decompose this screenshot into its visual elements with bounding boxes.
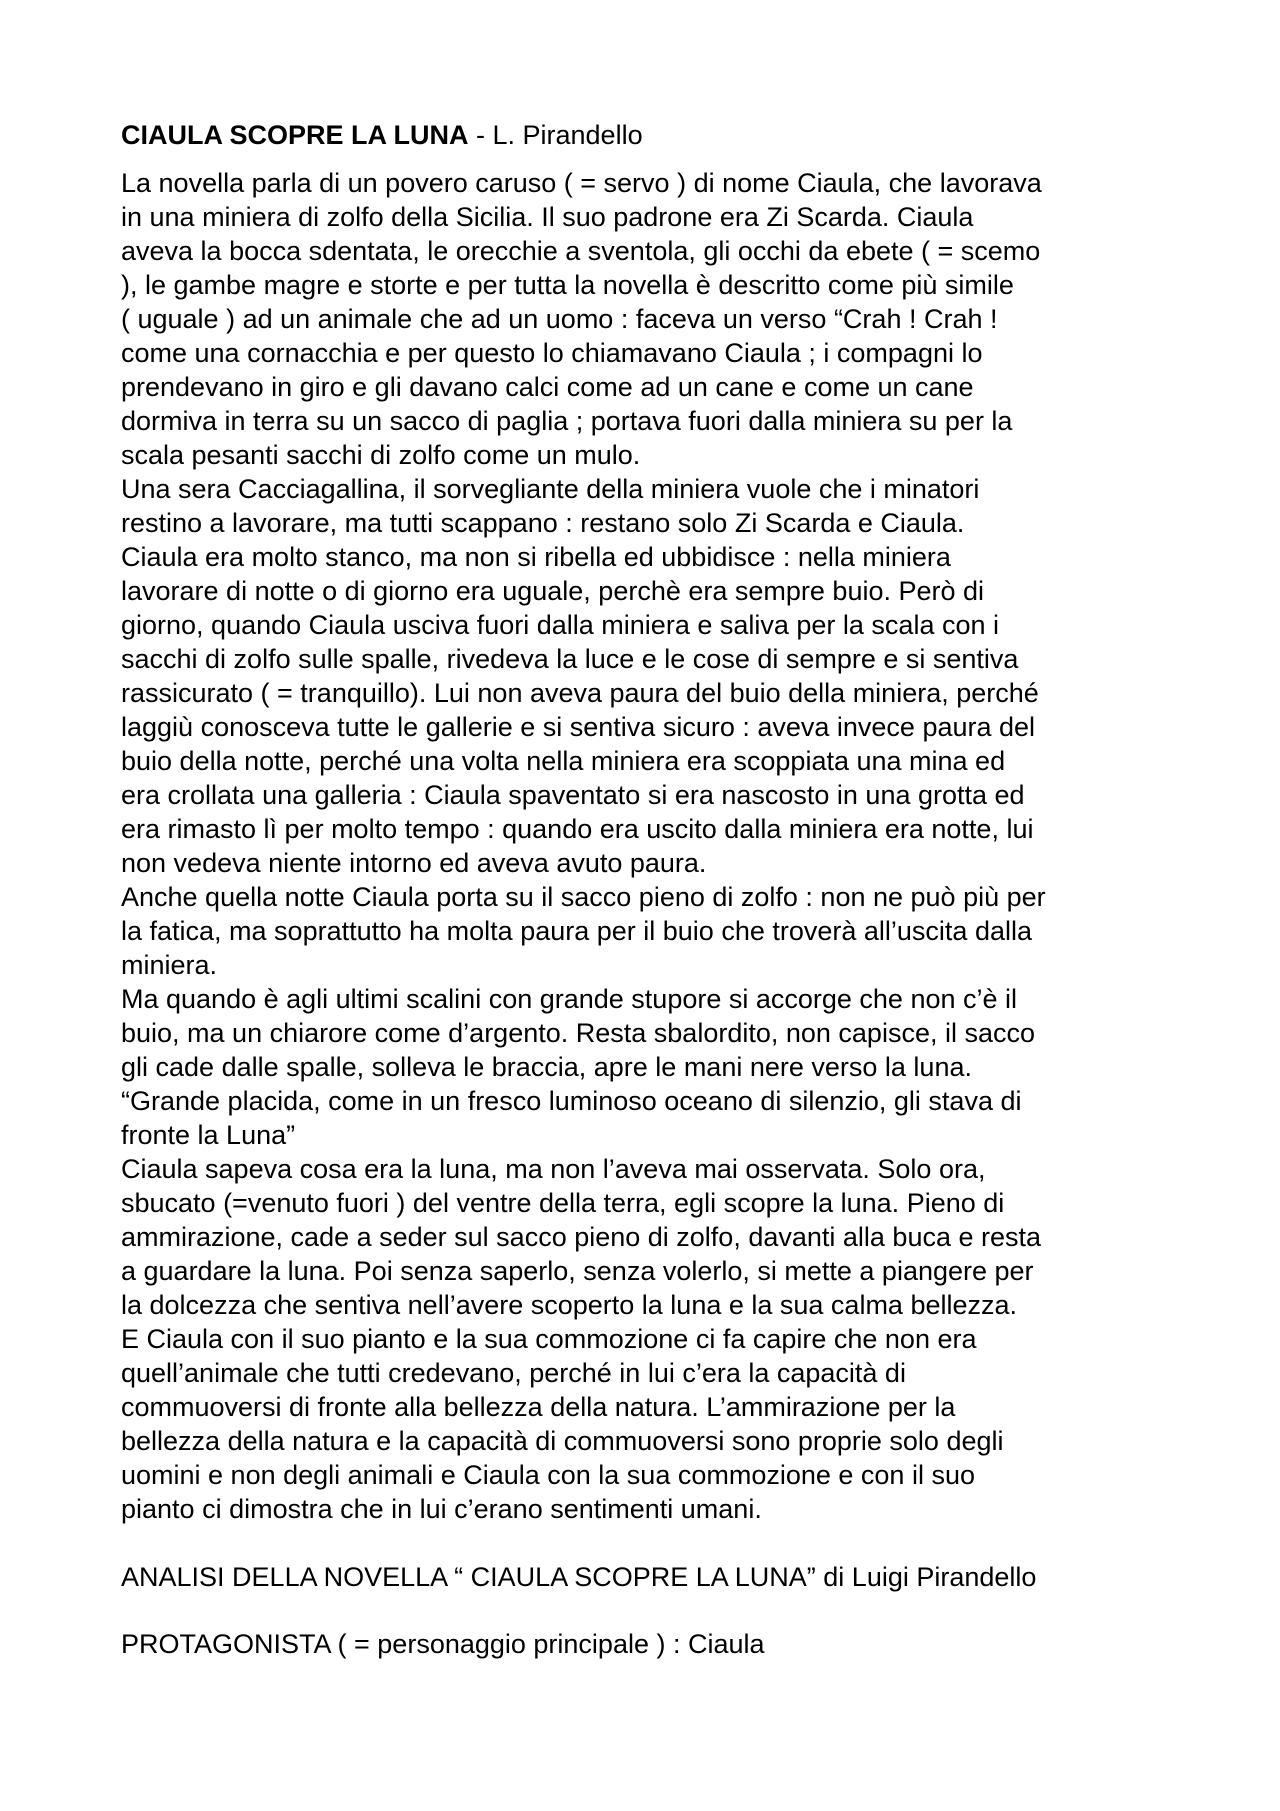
text-line: gli cade dalle spalle, solleva le braccia, apre le mani nere verso la luna.: [121, 1052, 972, 1082]
text-line: era rimasto lì per molto tempo : quando era uscito dalla miniera era notte, lui: [121, 814, 1034, 844]
text-line: rassicurato ( = tranquillo). Lui non aveva paura del buio della miniera, perché: [121, 678, 1039, 708]
text-line: buio, ma un chiarore come d’argento. Resta sbalordito, non capisce, il sacco: [121, 1018, 1035, 1048]
text-line: Anche quella notte Ciaula porta su il sacco pieno di zolfo : non ne può più per: [121, 882, 1046, 912]
text-line: scala pesanti sacchi di zolfo come un mulo.: [121, 440, 641, 470]
analysis-heading: ANALISI DELLA NOVELLA “ CIAULA SCOPRE LA LUNA” di Luigi Pirandello: [121, 1562, 1037, 1592]
text-line: uomini e non degli animali e Ciaula con la sua commozione e con il suo: [121, 1460, 975, 1490]
text-line: Ciaula sapeva cosa era la luna, ma non l’aveva mai osservata. Solo ora,: [121, 1154, 986, 1184]
text-line: era crollata una galleria : Ciaula spaventato si era nascosto in una grotta ed: [121, 780, 1025, 810]
text-line: in una miniera di zolfo della Sicilia. Il suo padrone era Zi Scarda. Ciaula: [121, 202, 974, 232]
text-line: sbucato (=venuto fuori ) del ventre della terra, egli scopre la luna. Pieno di: [121, 1188, 1005, 1218]
text-line: buio della notte, perché una volta nella miniera era scoppiata una mina ed: [121, 746, 1006, 776]
text-line: prendevano in giro e gli davano calci come ad un cane e come un cane: [121, 372, 974, 402]
summary-text: [121, 166, 1171, 1526]
text-line: giorno, quando Ciaula usciva fuori dalla miniera e saliva per la scala con i: [121, 610, 999, 640]
text-line: Ciaula era molto stanco, ma non si ribella ed ubbidisce : nella miniera: [121, 542, 951, 572]
text-line: ammirazione, cade a seder sul sacco pieno di zolfo, davanti alla buca e resta: [121, 1222, 1042, 1252]
text-line: lavorare di notte o di giorno era uguale, perchè era sempre buio. Però di: [121, 576, 985, 606]
text-line: quell’animale che tutti credevano, perché in lui c’era la capacità di: [121, 1358, 906, 1388]
text-line: restino a lavorare, ma tutti scappano : restano solo Zi Scarda e Ciaula.: [121, 508, 965, 538]
text-line: non vedeva niente intorno ed aveva avuto paura.: [121, 848, 707, 878]
protagonist-line: PROTAGONISTA ( = personaggio principale ) : Ciaula: [121, 1629, 765, 1659]
text-line: la fatica, ma soprattutto ha molta paura per il buio che troverà all’uscita dalla: [121, 916, 1032, 946]
title-bold: CIAULA SCOPRE LA LUNA: [121, 120, 469, 150]
text-line: laggiù conosceva tutte le gallerie e si sentiva sicuro : aveva invece paura del: [121, 712, 1036, 742]
text-line: ( uguale ) ad un animale che ad un uomo : faceva un verso “Crah ! Crah !: [121, 304, 998, 334]
text-line: la dolcezza che sentiva nell’avere scoperto la luna e la sua calma bellezza.: [121, 1290, 1018, 1320]
document-content: [121, 118, 1171, 1661]
text-line: pianto ci dimostra che in lui c’erano sentimenti umani.: [121, 1494, 762, 1524]
text-line: sacchi di zolfo sulle spalle, rivedeva la luce e le cose di sempre e si sentiva: [121, 644, 1019, 674]
title-author: - L. Pirandello: [468, 120, 643, 150]
text-line: commuoversi di fronte alla bellezza della natura. L’ammirazione per la: [121, 1392, 956, 1422]
text-line: miniera.: [121, 950, 218, 980]
text-line: La novella parla di un povero caruso ( = servo ) di nome Ciaula, che lavorava: [121, 168, 1042, 198]
text-line: Ma quando è agli ultimi scalini con grande stupore si accorge che non c’è il: [121, 984, 1018, 1014]
text-line: a guardare la luna. Poi senza saperlo, senza volerlo, si mette a piangere per: [121, 1256, 1034, 1286]
text-line: E Ciaula con il suo pianto e la sua commozione ci fa capire che non era: [121, 1324, 977, 1354]
text-line: bellezza della natura e la capacità di commuoversi sono proprie solo degli: [121, 1426, 1004, 1456]
text-line: “Grande placida, come in un fresco luminoso oceano di silenzio, gli stava di: [121, 1086, 1022, 1116]
text-line: ), le gambe magre e storte e per tutta la novella è descritto come più simile: [121, 270, 1014, 300]
text-line: aveva la bocca sdentata, le orecchie a sventola, gli occhi da ebete ( = scemo: [121, 236, 1041, 266]
text-line: Una sera Cacciagallina, il sorvegliante della miniera vuole che i minatori: [121, 474, 980, 504]
document-title: [121, 118, 1171, 152]
text-line: fronte la Luna”: [121, 1120, 296, 1150]
text-line: come una cornacchia e per questo lo chiamavano Ciaula ; i compagni lo: [121, 338, 983, 368]
text-line: dormiva in terra su un sacco di paglia ; portava fuori dalla miniera su per la: [121, 406, 1013, 436]
